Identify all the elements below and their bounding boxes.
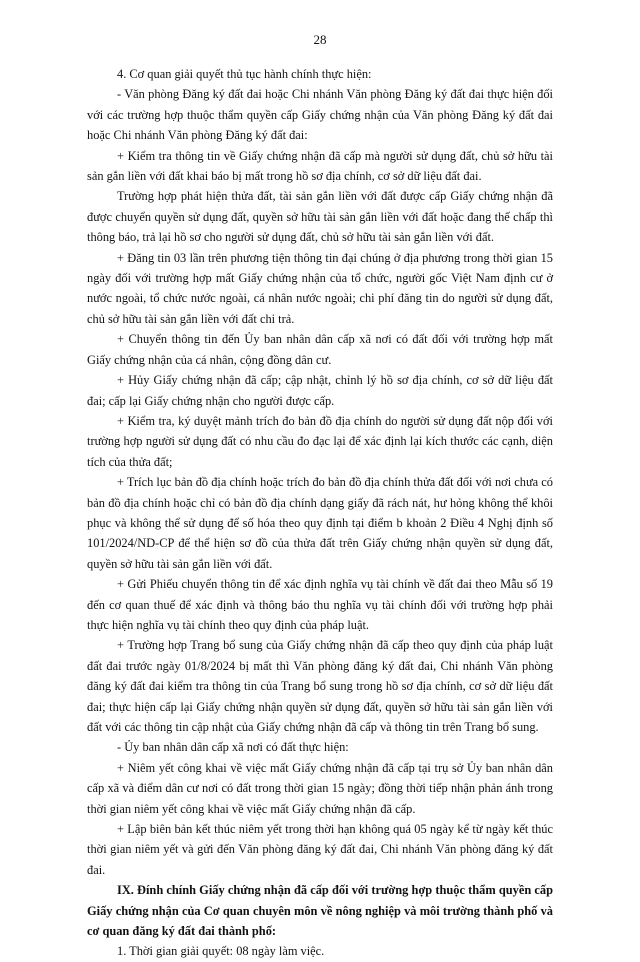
document-body (87, 64, 553, 962)
section-heading: IX. Đính chính Giấy chứng nhận đã cấp đối với trường hợp thuộc thẩm quyền cấp Giấy chứng nhận của Cơ quan chuyên môn về nông nghiệp và môi trường thành phố và cơ quan đăng ký đất đai thành phố: (87, 883, 553, 939)
paragraph: 4. Cơ quan giải quyết thủ tục hành chính thực hiện: (117, 67, 372, 81)
paragraph: - Ủy ban nhân dân cấp xã nơi có đất thực hiện: (117, 740, 349, 755)
paragraph: + Trích lục bản đồ địa chính hoặc trích đo bản đồ địa chính thửa đất đối với nơi chưa có bản đồ địa chính hoặc chỉ có bản đồ địa chính dạng giấy đã rách nát, hư hỏng không thể khôi phục và không thể sử dụng để số hóa theo quy định tại điểm b khoản 2 Điều 4 Nghị định số 101/2024/ND-CP để thể hiện sơ đồ của thửa đất trên Giấy chứng nhận quyền sử dụng đất, quyền sở hữu tài sản gắn liền với đất. (87, 475, 553, 571)
paragraph: + Hủy Giấy chứng nhận đã cấp; cập nhật, chỉnh lý hồ sơ địa chính, cơ sở dữ liệu đất đai; cấp lại Giấy chứng nhận cho người được cấp. (87, 373, 553, 408)
paragraph: + Kiểm tra, ký duyệt mảnh trích đo bản đồ địa chính do người sử dụng đất nộp đối với trường hợp người sử dụng đất có nhu cầu đo đạc lại để xác định lại kích thước các cạnh, diện tích của thửa đất; (87, 413, 553, 469)
page-number: 28 (313, 32, 327, 47)
paragraph: + Niêm yết công khai về việc mất Giấy chứng nhận đã cấp tại trụ sở Ủy ban nhân dân cấp xã và điểm dân cư nơi có đất trong thời gian 15 ngày; đồng thời tiếp nhận phản ánh trong thời gian niêm yết công khai về việc mất Giấy chứng nhận đã cấp. (87, 760, 553, 816)
paragraph: + Kiểm tra thông tin về Giấy chứng nhận đã cấp mà người sử dụng đất, chủ sở hữu tài sản gắn liền với đất khai báo bị mất trong hồ sơ địa chính, cơ sở dữ liệu đất đai. (87, 148, 553, 184)
paragraph: + Gửi Phiếu chuyển thông tin để xác định nghĩa vụ tài chính về đất đai theo Mẫu số 19 đến cơ quan thuế để xác định và thông báo thu nghĩa vụ tài chính đối với trường hợp phải thực hiện nghĩa vụ tài chính theo quy định của pháp luật. (87, 577, 553, 632)
paragraph: + Đăng tin 03 lần trên phương tiện thông tin đại chúng ở địa phương trong thời gian 15 ngày đối với trường hợp mất Giấy chứng nhận của tổ chức, người gốc Việt Nam định cư ở nước ngoài, tổ chức nước ngoài, cá nhân nước ngoài; chi phí đăng tin do người sử dụng đất, chủ sở hữu tài sản gắn liền với đất chi trả. (87, 250, 553, 326)
paragraph: + Lập biên bản kết thúc niêm yết trong thời hạn không quá 05 ngày kể từ ngày kết thúc thời gian niêm yết và gửi đến Văn phòng đăng ký đất đai, Chi nhánh Văn phòng đăng ký đất đai. (87, 822, 553, 877)
paragraph: + Chuyển thông tin đến Ủy ban nhân dân cấp xã nơi có đất đối với trường hợp mất Giấy chứng nhận của cá nhân, cộng đồng dân cư. (87, 332, 553, 367)
paragraph: - Văn phòng Đăng ký đất đai hoặc Chi nhánh Văn phòng Đăng ký đất đai thực hiện đối với các trường hợp thuộc thẩm quyền cấp Giấy chứng nhận của Văn phòng Đăng ký đất đai hoặc Chi nhánh Văn phòng Đăng ký đất đai: (87, 87, 553, 143)
paragraph: + Trường hợp Trang bổ sung của Giấy chứng nhận đã cấp theo quy định của pháp luật đất đai trước ngày 01/8/2024 bị mất thì Văn phòng đăng ký đất đai, Chi nhánh Văn phòng đăng ký đất đai kiểm tra thông tin của Trang bổ sung trong hồ sơ địa chính, cơ sở dữ liệu đất đai; thực hiện cấp lại Giấy chứng nhận quyền sử dụng đất, quyền sở hữu tài sản gắn liền với đất với các thông tin cập nhật của Giấy chứng nhận đã cấp và thông tin trên Trang bổ sung. (87, 638, 553, 734)
paragraph: Trường hợp phát hiện thửa đất, tài sản gắn liền với đất được cấp Giấy chứng nhận đã được chuyển quyền sử dụng đất, quyền sở hữu tài sản gắn liền với đất hoặc đang thế chấp thì thông báo, trả lại hồ sơ cho người sử dụng đất, chủ sở hữu tài sản gắn liền với đất. (87, 189, 553, 245)
paragraph: 1. Thời gian giải quyết: 08 ngày làm việc. (117, 944, 325, 959)
